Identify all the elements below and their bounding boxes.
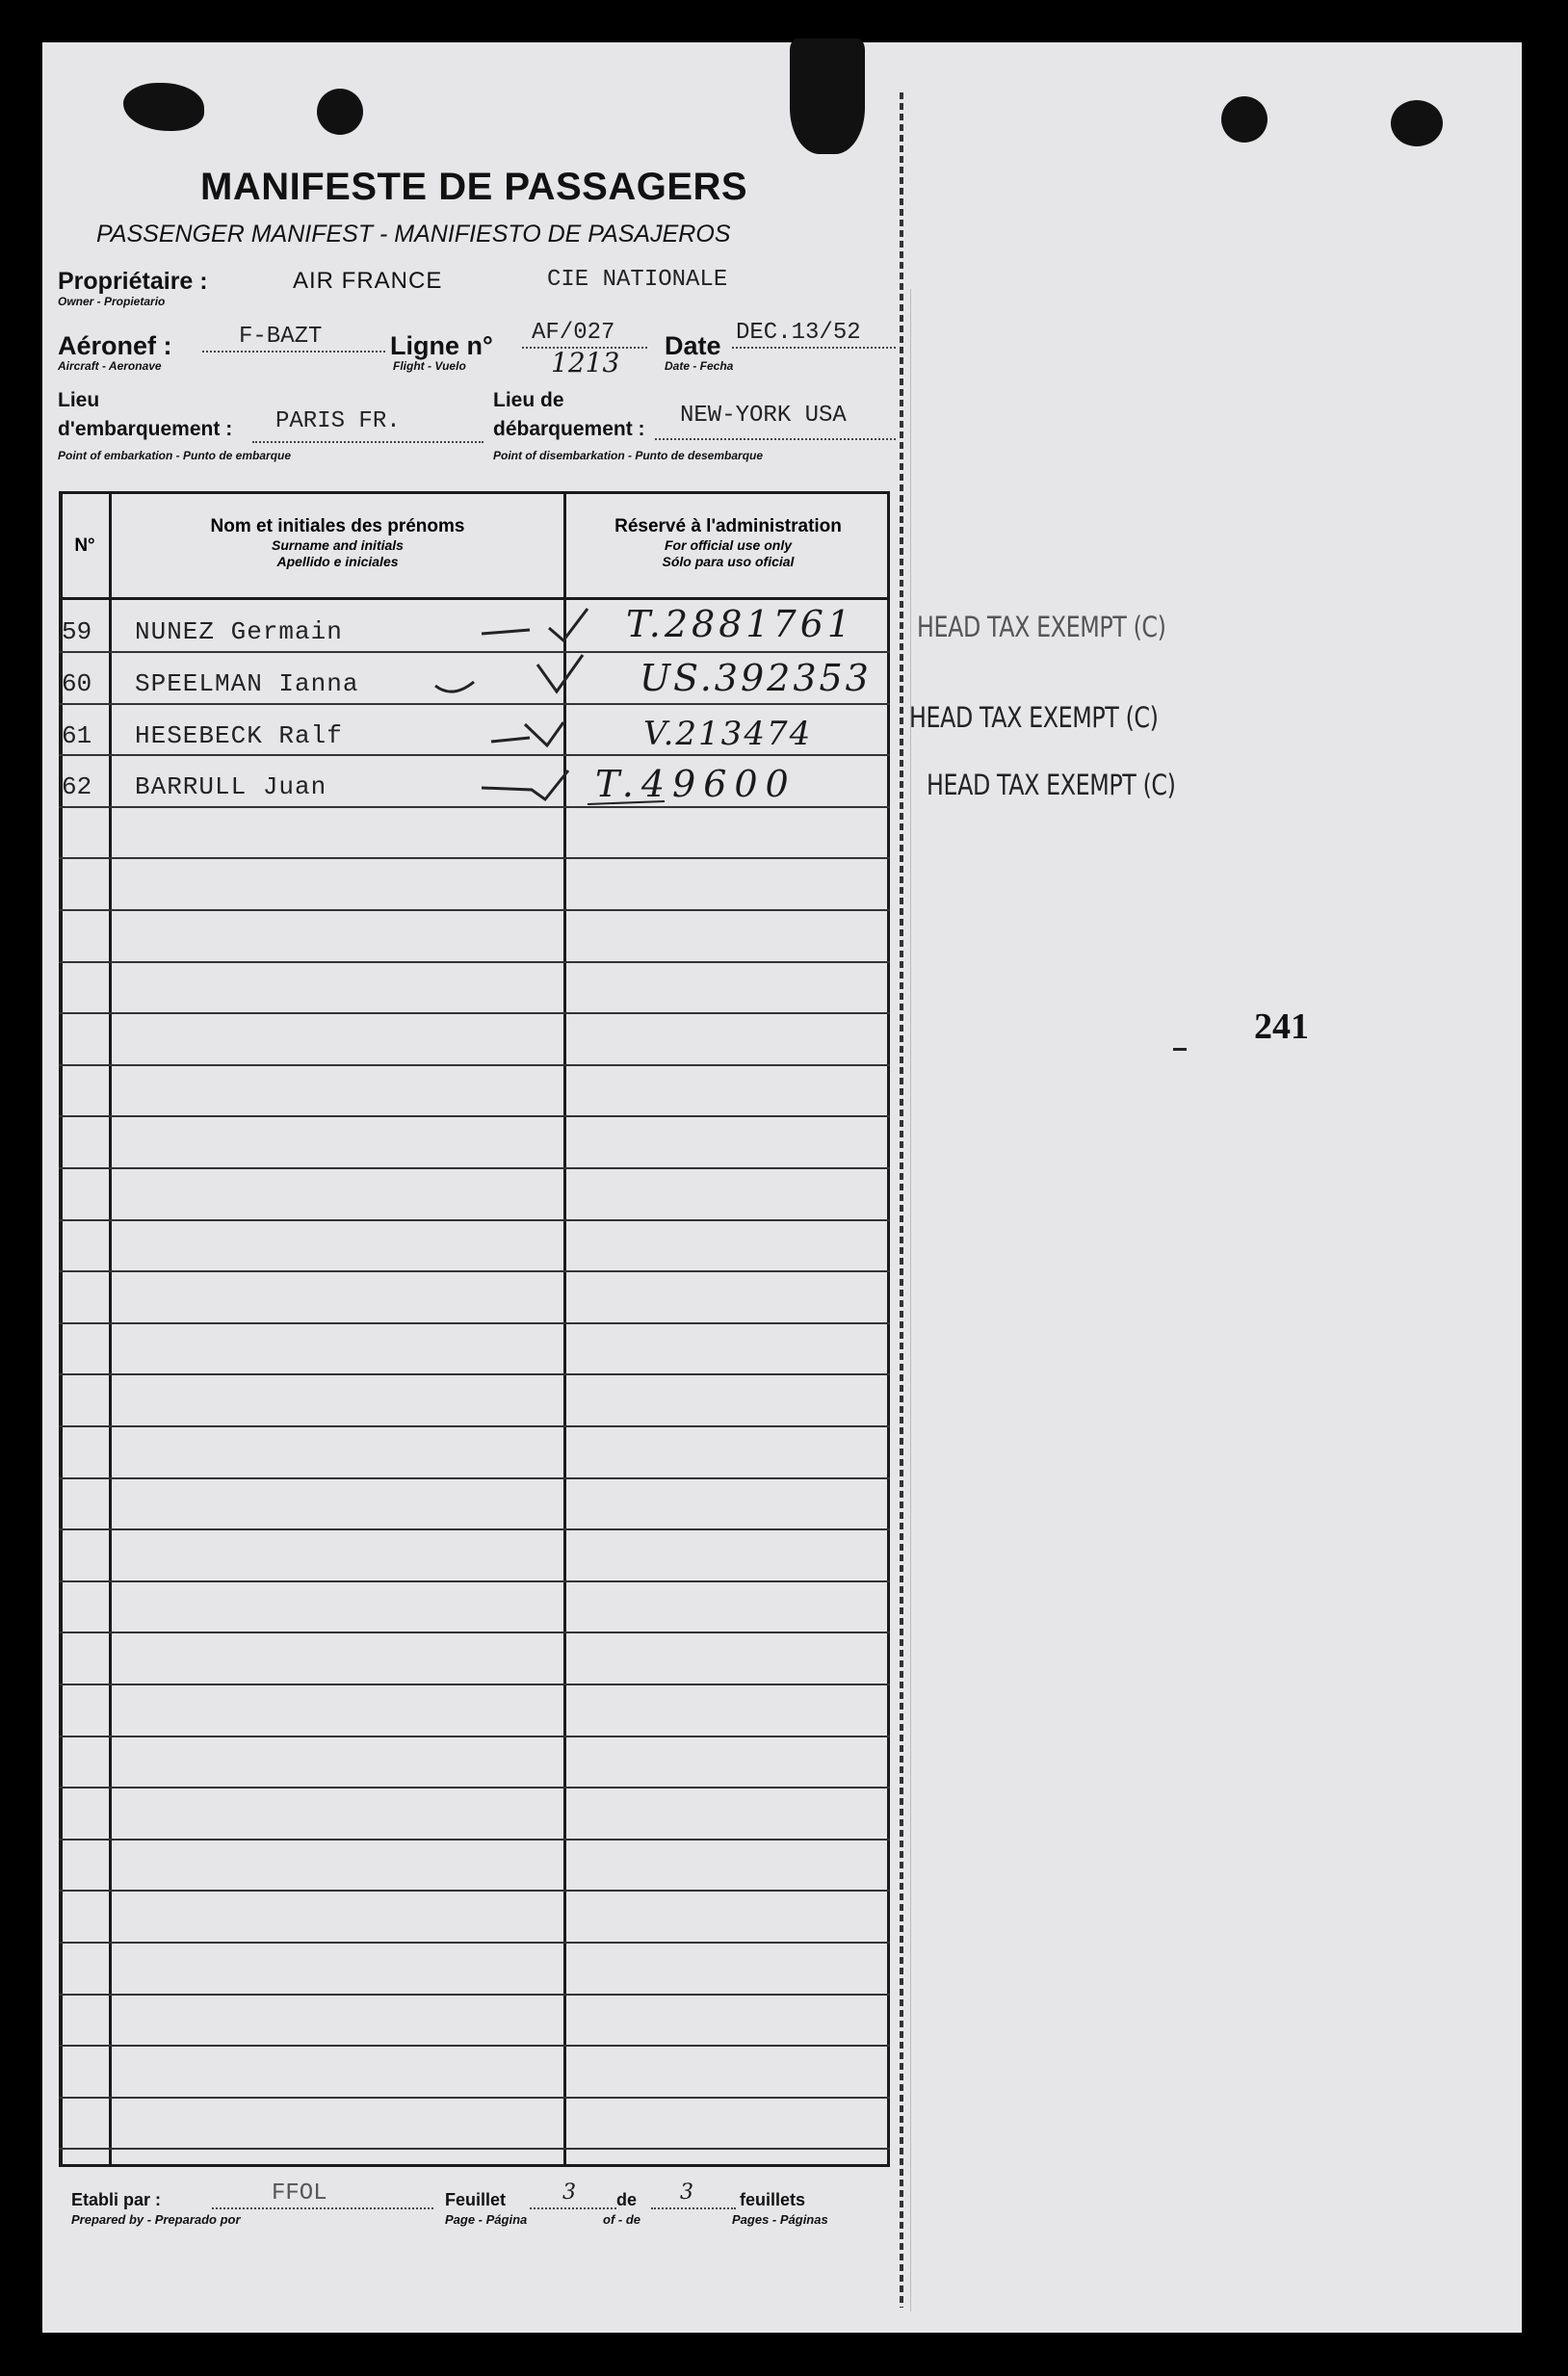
prepared-by-label: Etabli par : [71,2190,162,2209]
row-number: 59 [62,617,92,646]
sheet-label: Feuillet [445,2190,507,2209]
table-row-line [59,961,890,963]
table-row-line [59,1219,890,1221]
head-tax-exempt-stamp: HEAD TAX EXEMPT (C) [917,611,1166,643]
punch-hole [317,89,363,135]
disembark-label-line1: Lieu de [493,389,564,411]
owner-value: AIR FRANCE [293,268,443,294]
disembark-label-line2: débarquement : [493,418,645,440]
embark-underline [252,441,483,443]
table-row-line [59,1528,890,1530]
aircraft-sublabel: Aircraft - Aeronave [58,359,162,373]
row-number: 61 [62,721,92,750]
table-row-line [59,1322,890,1324]
of-underline [651,2207,736,2209]
admin-number-handwritten: T.49600 [595,763,797,805]
flight-sublabel: Flight - Vuelo [393,359,466,373]
passenger-name: NUNEZ Germain [135,617,343,646]
table-row-line [59,2097,890,2099]
table-row-line [59,2045,890,2047]
head-tax-exempt-stamp: HEAD TAX EXEMPT (C) [909,701,1159,734]
col-header-no-label: N° [74,535,95,556]
of-sublabel: of - de [603,2212,640,2227]
col-header-no [61,535,109,557]
page-number: 241 [1254,1006,1309,1047]
punch-hole [1391,100,1443,146]
col-header-admin-main: Réservé à l'administration [614,516,842,536]
page-title: MANIFESTE DE PASSAGERS [200,166,748,208]
page-fold-shadow [910,289,911,2311]
table-row-line [59,1839,890,1841]
embark-value: PARIS FR. [275,408,401,434]
prepared-by-value: FFOL [272,2180,327,2206]
table-row-line [59,1477,890,1479]
torn-blot-top [790,39,865,154]
embark-label-line1: Lieu [58,389,100,411]
prepared-underline [212,2207,433,2209]
table-row-line [59,1580,890,1582]
owner-label: Propriétaire : [58,268,208,295]
admin-number-handwritten: T.2881761 [626,603,855,645]
col-header-name [112,516,563,570]
page-number-dash [1173,1048,1187,1051]
owner-sublabel: Owner - Propietario [58,295,166,308]
col-header-admin-sub1: For official use only [665,537,792,553]
aircraft-underline [202,351,385,352]
table-row-line [59,1684,890,1685]
date-value: DEC.13/52 [736,320,861,346]
table-row-line [59,1787,890,1789]
table-row-line [59,1942,890,1944]
col-header-name-sub1: Surname and initials [272,537,404,553]
passenger-name: HESEBECK Ralf [135,721,343,750]
row-number: 60 [62,669,92,698]
owner-value-typed: CIE NATIONALE [547,267,728,293]
table-row-line [59,1064,890,1066]
flight-value-handwritten: 1213 [551,347,620,379]
admin-number-handwritten: V.213474 [643,715,813,753]
row-number: 62 [62,772,92,801]
col-header-admin-sub2: Sólo para uso oficial [662,554,795,569]
punch-hole [1221,96,1267,143]
table-row-line [59,2148,890,2150]
sheet-sublabel: Page - Página [445,2212,528,2227]
col-header-name-main: Nom et initiales des prénoms [210,516,465,536]
of-label: de [616,2190,638,2209]
table-row-line [59,1012,890,1014]
passenger-name: BARRULL Juan [135,772,327,801]
sheets-label: feuillets [740,2190,806,2209]
table-row-line [59,1270,890,1272]
admin-number-handwritten: US.392353 [640,657,872,699]
col-header-admin [566,516,890,570]
disembark-value: NEW-YORK USA [680,403,847,429]
table-row-line [59,1736,890,1737]
table-row-line [59,1167,890,1169]
table-row-line [59,1115,890,1117]
table-row-line [59,1994,890,1996]
table-column-divider [109,491,112,2167]
flight-label: Ligne n° [390,331,493,360]
date-label: Date [665,331,721,360]
embark-label-line2: d'embarquement : [58,418,233,440]
prepared-by-sublabel: Prepared by - Preparado por [71,2212,241,2227]
aircraft-label: Aéronef : [58,331,172,360]
embark-sublabel: Point of embarkation - Punto de embarque [58,449,292,462]
head-tax-exempt-stamp: HEAD TAX EXEMPT (C) [927,769,1176,801]
date-sublabel: Date - Fecha [665,359,734,373]
check-marks [424,597,674,819]
disembark-underline [655,438,896,440]
of-value: 3 [680,2180,693,2205]
table-row-line [59,1425,890,1427]
table-row-line [59,1890,890,1892]
page-fold-line [900,92,903,2308]
date-underline [732,347,896,349]
sheets-sublabel: Pages - Páginas [732,2212,828,2227]
table-row-line [59,909,890,911]
flight-value: AF/027 [532,320,615,346]
page-subtitle: PASSENGER MANIFEST - MANIFIESTO DE PASAJEROS [96,221,731,248]
table-row-line [59,1373,890,1375]
aircraft-value: F-BAZT [239,324,323,350]
flight-underline [522,347,647,349]
disembark-sublabel: Point of disembarkation - Punto de desembarque [493,449,764,462]
table-row-line [59,1632,890,1633]
sheet-underline [530,2207,616,2209]
passenger-name: SPEELMAN Ianna [135,669,359,698]
col-header-name-sub2: Apellido e iniciales [276,554,399,569]
table-row-line [59,857,890,859]
sheet-value: 3 [562,2180,576,2205]
